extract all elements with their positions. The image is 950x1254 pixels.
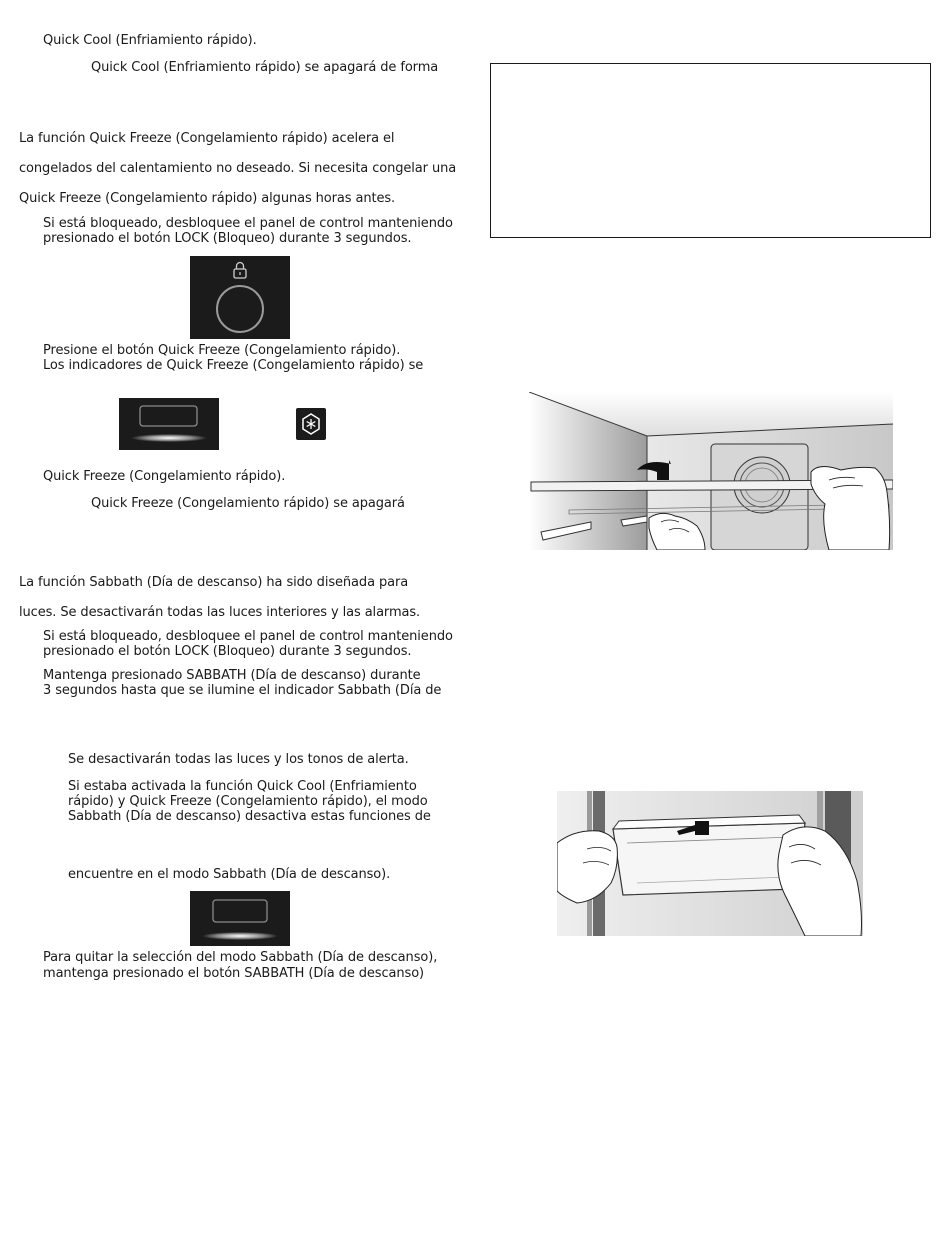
quick-cool-line-2: Quick Cool (Enfriamiento rápido) se apagará de forma [91,60,439,75]
sabbath-intro-2: luces. Se desactivarán todas las luces interiores y las alarmas. [19,605,421,620]
sabbath-note-2-line-a: Si estaba activada la función Quick Cool (Enfriamiento [68,779,417,794]
quick-cool-line-1: Quick Cool (Enfriamiento rápido). [43,33,257,48]
shelf-removal-illustration [529,392,893,550]
lock-button-panel [190,256,290,339]
quick-freeze-step2-line-b: Los indicadores de Quick Freeze (Congelamiento rápido) se [43,358,424,373]
quick-freeze-button-panel [119,398,219,450]
quick-freeze-step1-line-a: Si está bloqueado, desbloquee el panel de control manteniendo [43,216,453,231]
sabbath-step3-line-b: mantenga presionado el botón SABBATH (Día de descanso) [43,966,425,981]
sabbath-note-3: encuentre en el modo Sabbath (Día de descanso). [68,867,391,882]
bin-removal-illustration [557,791,863,936]
sabbath-step3-line-a: Para quitar la selección del modo Sabbath (Día de descanso), [43,950,438,965]
quick-freeze-line-after: Quick Freeze (Congelamiento rápido). [43,469,286,484]
sabbath-step2-line-a: Mantenga presionado SABBATH (Día de descanso) durante [43,668,421,683]
lock-icon [190,256,290,339]
quick-freeze-step1-line-b: presionado el botón LOCK (Bloqueo) durante 3 segundos. [43,231,412,246]
quick-freeze-intro-3: Quick Freeze (Congelamiento rápido) algunas horas antes. [19,191,396,206]
sabbath-note-2-line-b: rápido) y Quick Freeze (Congelamiento rápido), el modo [68,794,428,809]
snowflake-icon [296,408,326,440]
sabbath-step2-line-b: 3 segundos hasta que se ilumine el indicador Sabbath (Día de [43,683,442,698]
note-box [490,63,931,238]
sabbath-step1-line-b: presionado el botón LOCK (Bloqueo) durante 3 segundos. [43,644,412,659]
quick-freeze-button [119,398,219,450]
quick-freeze-off-line: Quick Freeze (Congelamiento rápido) se apagará [91,496,405,511]
sabbath-note-2-line-c: Sabbath (Día de descanso) desactiva estas funciones de [68,809,431,824]
quick-freeze-intro-2: congelados del calentamiento no deseado. Si necesita congelar una [19,161,457,176]
sabbath-button [190,891,290,946]
sabbath-button-panel [190,891,290,946]
quick-freeze-intro-1: La función Quick Freeze (Congelamiento rápido) acelera el [19,131,395,146]
sabbath-step1-line-a: Si está bloqueado, desbloquee el panel de control manteniendo [43,629,453,644]
sabbath-note-1: Se desactivarán todas las luces y los tonos de alerta. [68,752,409,767]
sabbath-intro-1: La función Sabbath (Día de descanso) ha sido diseñada para [19,575,409,590]
quick-freeze-step2-line-a: Presione el botón Quick Freeze (Congelamiento rápido). [43,343,401,358]
